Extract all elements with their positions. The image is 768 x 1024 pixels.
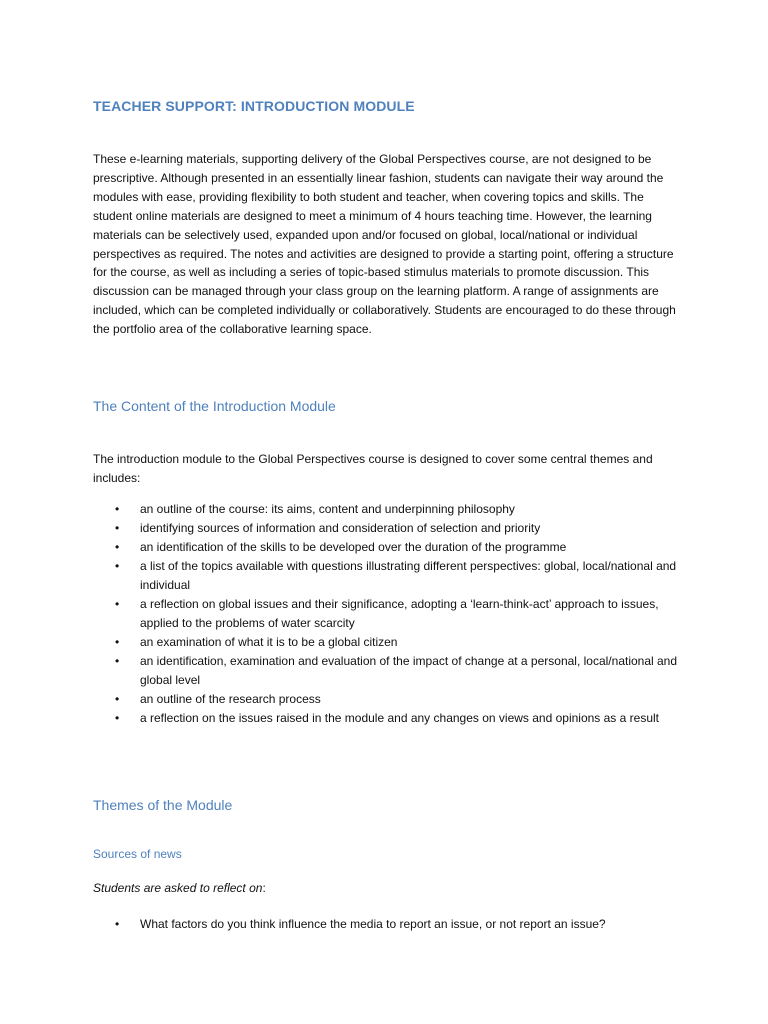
list-item — [93, 709, 683, 728]
themes-bullet-list — [93, 915, 683, 934]
list-item — [93, 652, 683, 690]
themes-section-heading: Themes of the Module — [93, 797, 233, 813]
list-item-text: a reflection on global issues and their significance, adopting a ‘learn-think-act’ approach to issues, applied to the problems of water scarcity — [140, 597, 659, 630]
list-item-text: an outline of the research process — [140, 692, 321, 706]
list-item — [93, 915, 683, 934]
list-item — [93, 538, 683, 557]
list-item — [93, 595, 683, 633]
list-item-text: an identification, examination and evaluation of the impact of change at a personal, local/national and global level — [140, 654, 678, 687]
list-item-text: an examination of what it is to be a global citizen — [140, 635, 398, 649]
bullet-icon: • — [115, 540, 120, 554]
content-section-heading: The Content of the Introduction Module — [93, 398, 336, 414]
list-item — [93, 519, 683, 538]
bullet-icon: • — [115, 654, 120, 668]
intro-paragraph: These e-learning materials, supporting delivery of the Global Perspectives course, are not designed to be prescriptive. Although presented in an essentially linear fashion, students can navigate their way around the modules with ease, providing flexibility to both student and teacher, when covering topics and skills. The student online materials are designed to meet a minimum of 4 hours teaching time. However, the learning materials can be selectively used, expanded upon and/or focused on global, local/national or individual perspectives as required. The notes and activities are designed to provide a starting point, offering a structure for the course, as well as including a series of topic-based stimulus materials to promote discussion. This discussion can be managed through your class group on the learning platform. A range of assignments are included, which can be completed individually or collaboratively. Students are encouraged to do these through the portfolio area of the collaborative learning space. — [93, 152, 676, 337]
content-intro-paragraph: The introduction module to the Global Perspectives course is designed to cover some central themes and includes: — [93, 452, 653, 485]
list-item-text: a reflection on the issues raised in the module and any changes on views and opinions as a result — [140, 711, 659, 725]
bullet-icon: • — [115, 635, 120, 649]
reflect-prompt — [93, 881, 266, 895]
reflect-prompt-text: Students are asked to reflect on — [93, 881, 263, 895]
list-item — [93, 500, 683, 519]
sources-of-news-subheading: Sources of news — [93, 847, 182, 861]
bullet-icon: • — [115, 521, 120, 535]
bullet-icon: • — [115, 559, 120, 573]
list-item-text: an outline of the course: its aims, content and underpinning philosophy — [140, 502, 515, 516]
content-bullet-list — [93, 500, 683, 728]
bullet-icon: • — [115, 711, 120, 725]
list-item — [93, 690, 683, 709]
bullet-icon: • — [115, 692, 120, 706]
list-item-text: identifying sources of information and consideration of selection and priority — [140, 521, 541, 535]
list-item-text: a list of the topics available with questions illustrating different perspectives: global, local/national and individual — [140, 559, 677, 592]
bullet-icon: • — [115, 917, 120, 931]
reflect-prompt-colon: : — [262, 881, 266, 895]
list-item — [93, 633, 683, 652]
list-item-text: an identification of the skills to be developed over the duration of the programme — [140, 540, 567, 554]
bullet-icon: • — [115, 597, 120, 611]
list-item-text: What factors do you think influence the media to report an issue, or not report an issue? — [140, 917, 606, 931]
bullet-icon: • — [115, 502, 120, 516]
page-title: TEACHER SUPPORT: INTRODUCTION MODULE — [93, 98, 415, 114]
list-item — [93, 557, 683, 595]
